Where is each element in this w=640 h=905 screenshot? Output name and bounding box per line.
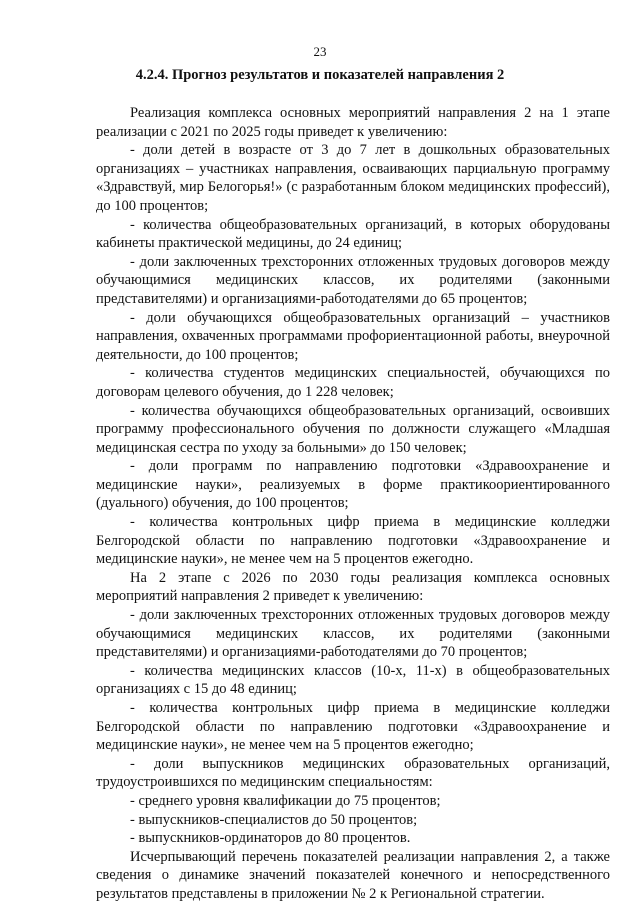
list-item: - доли детей в возрасте от 3 до 7 лет в дошкольных образовательных организациях – участниках направления, осваивающих парциальную программу «Здравствуй, мир Белогорья!» (с разработанным блоком медицинских профессий), до 100 процентов; — [96, 142, 610, 214]
body-text — [96, 104, 610, 904]
list-item: - среднего уровня квалификации до 75 процентов; — [130, 792, 441, 809]
list-item: - количества обучающихся общеобразовательных организаций, освоивших программу профессионального обучения по должности служащего «Младшая медицинская сестра по уходу за больными» до 150 человек; — [96, 402, 610, 456]
list-item: - количества контрольных цифр приема в медицинские колледжи Белгородской области по направлению подготовки «Здравоохранение и медицинские науки», не менее чем на 5 процентов ежегодно. — [96, 514, 610, 568]
list-item: - доли программ по направлению подготовки «Здравоохранение и медицинские науки», реализуемых в форме практикоориентированного (дуального) обучения, до 100 процентов; — [96, 458, 610, 512]
list-item: - выпускников-ординаторов до 80 процентов. — [130, 830, 411, 847]
list-item: - доли заключенных трехсторонних отложенных трудовых договоров между обучающимися медицинских классов, их родителями (законными представителями) и организациями-работодателями до 70 процентов; — [96, 607, 610, 661]
page-number: 23 — [313, 44, 327, 59]
list-item: - количества общеобразовательных организаций, в которых оборудованы кабинеты практической медицины, до 24 единиц; — [96, 216, 610, 252]
paragraph-intro-stage-1: Реализация комплекса основных мероприятий направления 2 на 1 этапе реализации с 2021 по 2025 годы приведет к увеличению: — [96, 105, 610, 140]
list-item: - выпускников-специалистов до 50 процентов; — [130, 811, 418, 828]
list-item: - количества контрольных цифр приема в медицинские колледжи Белгородской области по направлению подготовки «Здравоохранение и медицинские науки», не менее чем на 5 процентов ежегодно; — [96, 700, 610, 754]
section-heading: 4.2.4. Прогноз результатов и показателей направления 2 — [135, 67, 505, 83]
list-item: - доли заключенных трехсторонних отложенных трудовых договоров между обучающимися медицинских классов, их родителями (законными представителями) и организациями-работодателями до 65 процентов; — [96, 253, 610, 307]
list-item: - доли обучающихся общеобразовательных организаций – участников направления, охваченных программами профориентационной работы, внеурочной деятельности, до 100 процентов; — [96, 309, 610, 363]
paragraph-conclusion: Исчерпывающий перечень показателей реализации направления 2, а также сведения о динамике значений показателей конечного и непосредственного результатов представлены в приложении № 2 к Региональной стратегии. — [96, 848, 610, 902]
paragraph-intro-stage-2: На 2 этапе с 2026 по 2030 годы реализация комплекса основных мероприятий направления 2 приведет к увеличению: — [96, 569, 610, 605]
list-item: - количества медицинских классов (10-х, 11-х) в общеобразовательных организациях с 15 до 48 единиц; — [96, 662, 610, 698]
list-item: - количества студентов медицинских специальностей, обучающихся по договорам целевого обучения, до 1 228 человек; — [96, 365, 610, 400]
list-item: - доли выпускников медицинских образовательных организаций, трудоустроившихся по медицинским специальностям: — [96, 755, 610, 791]
